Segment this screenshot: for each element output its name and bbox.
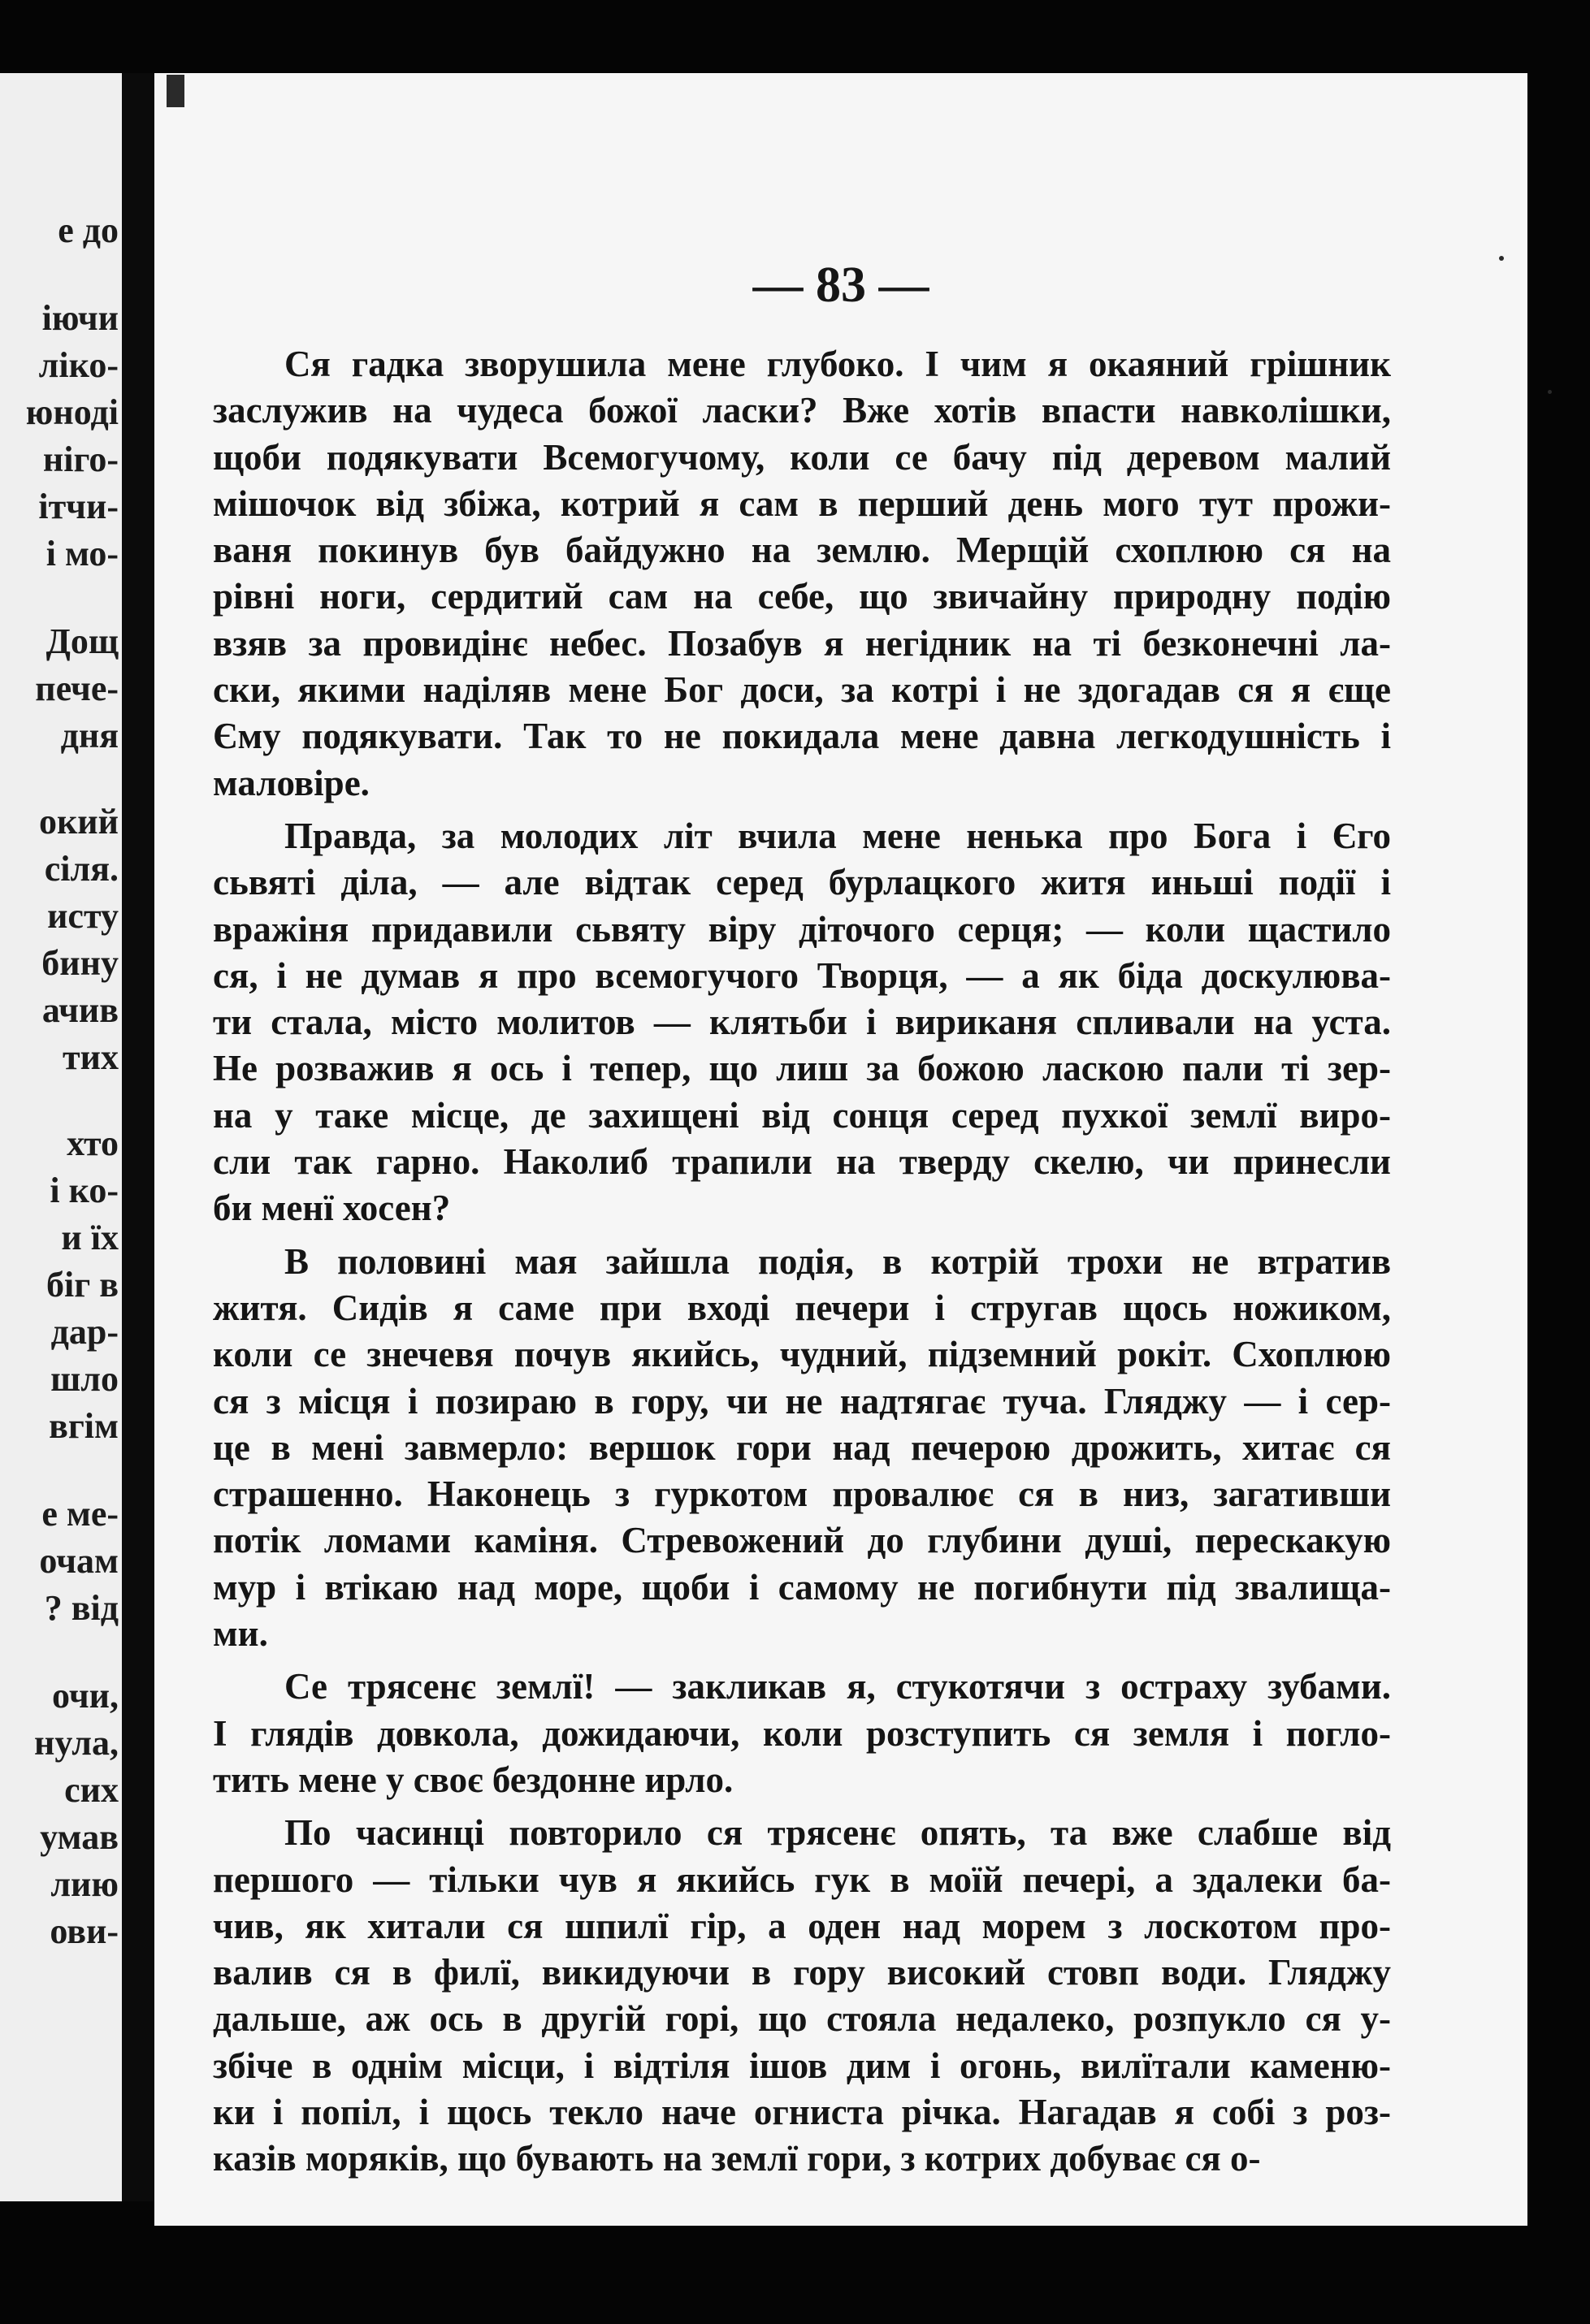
paragraph-first-line: По часинці повторило ся трясенє опять, та вже слабше від	[284, 1812, 1391, 1854]
paragraph-line: це в мені завмерло: вершок гори над печерою дрожить, хитає ся	[213, 1426, 1391, 1468]
facing-page-text: тих	[63, 1037, 119, 1077]
facing-page-text: дар-	[50, 1312, 119, 1352]
paragraph-line: збіче в однім місци, і відтіля ішов дим і огонь, вилїтали каменю-	[213, 2045, 1391, 2086]
paragraph-line: житя. Сидів я саме при вході печери і стругав щось ножиком,	[213, 1287, 1391, 1328]
facing-page-text: очи,	[51, 1676, 119, 1716]
facing-page-text: ліко-	[38, 345, 119, 385]
paragraph-line: валив ся в филї, викидуючи в гору високий стовп води. Гляджу	[213, 1952, 1391, 1993]
facing-page-text: исту	[47, 896, 119, 936]
facing-page-text: ови-	[50, 1911, 119, 1951]
paragraph-first-line: Се трясенє землї! — закликав я, стукотячи з остраху зубами.	[284, 1666, 1391, 1707]
facing-page-text: ачив	[41, 990, 119, 1030]
facing-page-text: хто	[67, 1123, 119, 1163]
facing-page-text: ітчи-	[38, 487, 119, 526]
facing-page-text: ніго-	[42, 439, 119, 479]
scan-speck	[1548, 390, 1552, 394]
facing-page-text: пече-	[35, 669, 119, 708]
paragraph-line: на у таке місце, де захищені від сонця серед пухкої землї виро-	[213, 1094, 1391, 1136]
scan-corner-mark	[167, 75, 184, 107]
facing-page-text: ? від	[44, 1588, 119, 1628]
paragraph-line: маловіре.	[213, 762, 370, 803]
paragraph-first-line: Ся гадка зворушила мене глубоко. І чим я окаяний грішник	[284, 344, 1391, 384]
paragraph-line: мішочок від збіжа, котрий я сам в перший день мого тут прожи-	[213, 483, 1391, 524]
facing-page-text: шло	[50, 1359, 119, 1399]
paragraph-line: потік ломами каміня. Стревожений до глубини душі, перескакую	[213, 1520, 1391, 1561]
facing-page-text: е до	[58, 210, 119, 250]
facing-page-text: юноді	[25, 392, 119, 432]
facing-page-text: бину	[41, 943, 119, 983]
facing-page-text: сіля.	[44, 849, 119, 889]
facing-page-text: іючи	[41, 298, 119, 338]
paragraph-line: тить мене у своє бездонне ирло.	[213, 1759, 734, 1800]
facing-page-text: біг в	[46, 1265, 119, 1305]
book-spine	[122, 73, 154, 2201]
facing-page-text: вгім	[49, 1406, 119, 1446]
paragraph-line: коли се знечевя почув якийсь, чудний, підземний рокіт. Схоплюю	[213, 1334, 1391, 1375]
paragraph-line: чив, як хитали ся шпилї гір, а оден над морем з лоскотом про-	[213, 1905, 1391, 1946]
paragraph-line: Не розважив я ось і тепер, що лиш за божою ласкою пали ті зер-	[213, 1048, 1391, 1089]
paragraph-line: мур і втікаю над море, щоби і самому не погибнути під звалища-	[213, 1566, 1391, 1608]
paragraph-line: сьвяті діла, — але відтак серед бурлацкого житя иньші події і	[213, 862, 1391, 903]
paragraph-line: ся, і не думав я про всемогучого Творця, — а як біда доскулюва-	[213, 954, 1391, 996]
paragraph-line: дальше, аж ось в другій горі, що стояла недалеко, розпукло ся у-	[213, 1998, 1391, 2040]
paragraph-line: ся з місця і позираю в гору, чи не надтягає туча. Гляджу — і сер-	[213, 1380, 1391, 1422]
scan-speck	[1499, 256, 1504, 261]
facing-page-text: очам	[39, 1541, 119, 1581]
paragraph-line: вражіня придавили сьвяту віру діточого серця; — коли щастило	[213, 908, 1391, 950]
paragraph-line: страшенно. Наконець з гуркотом провалює ся в низ, загативши	[213, 1474, 1391, 1515]
facing-page-fragment	[0, 73, 122, 2201]
paragraph-line: сли так гарно. Наколиб трапили на тверду скелю, чи принесли	[213, 1141, 1391, 1183]
facing-page-text: умав	[40, 1817, 119, 1857]
paragraph-line: І глядів довкола, дожидаючи, коли розступить ся земля і погло-	[213, 1712, 1391, 1754]
paragraph-line: Єму подякувати. Так то не покидала мене давна легкодушність і	[213, 716, 1391, 757]
facing-page-text: и їх	[61, 1218, 119, 1257]
paragraph-line: би менї хосен?	[213, 1188, 451, 1229]
paragraph-line: казів моряків, що бувають на землї гори, з котрих добуває ся о-	[213, 2138, 1261, 2179]
paragraph-first-line: В половині мая зайшла подія, в котрій трохи не втратив	[284, 1240, 1391, 1282]
facing-page-text: дня	[60, 716, 119, 755]
paragraph-line: ски, якими наділяв мене Бог доси, за котрі і не здогадав ся я єще	[213, 669, 1391, 711]
paragraph-line: ти стала, місто молитов — клятьби і вириканя спливали на уста.	[213, 1002, 1391, 1043]
facing-page-text: е ме-	[41, 1494, 119, 1534]
paragraph-line: ваня покинув був байдужно на землю. Мерщій схоплюю ся на	[213, 530, 1391, 571]
paragraph-first-line: Правда, за молодих літ вчила мене ненька про Бога і Єго	[284, 815, 1391, 856]
facing-page-text: сих	[64, 1770, 119, 1810]
paragraph-line: ми.	[213, 1613, 268, 1655]
facing-page-text: і мо-	[45, 534, 119, 573]
facing-page-text: нула,	[34, 1723, 119, 1763]
paragraph-line: щоби подякувати Всемогучому, коли се бачу під деревом малий	[213, 436, 1391, 478]
facing-page-text: окий	[38, 802, 119, 842]
facing-page-text: лию	[50, 1864, 119, 1904]
paragraph-line: взяв за провидінє небес. Позабув я негідник на ті безконечні ла-	[213, 622, 1391, 664]
paragraph-line: заслужив на чудеса божої ласки? Вже хотів впасти навколішки,	[213, 390, 1391, 431]
page-number: — 83 —	[752, 258, 929, 313]
paragraph-line: рівні ноги, сердитий сам на себе, що звичайну природну подію	[213, 576, 1391, 617]
paragraph-line: першого — тільки чув я якийсь гук в моїй печері, а здалеки ба-	[213, 1859, 1391, 1900]
paragraph-line: ки і попіл, і щось текло наче огниста річка. Нагадав я собі з роз-	[213, 2091, 1391, 2132]
page-body	[213, 341, 1391, 2183]
book-page	[154, 73, 1527, 2226]
facing-page-text: і ко-	[50, 1171, 119, 1210]
facing-page-text: Дощ	[45, 621, 119, 661]
